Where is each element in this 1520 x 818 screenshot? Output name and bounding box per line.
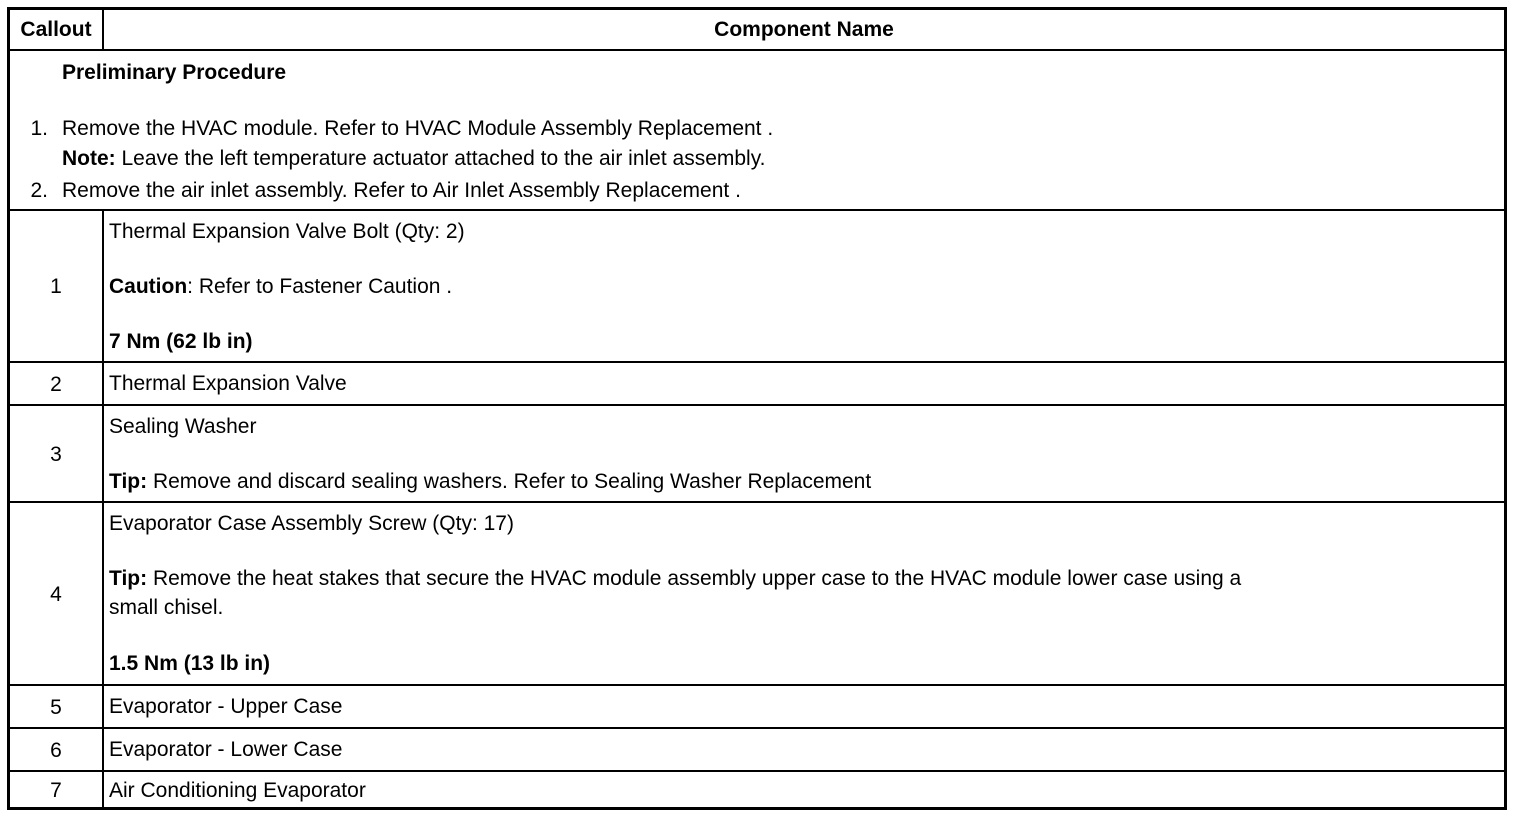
component-table — [7, 7, 1507, 810]
step-text: Remove the HVAC module. Refer to HVAC Module Assembly Replacement . — [62, 117, 774, 140]
preliminary-title: Preliminary Procedure — [62, 61, 287, 84]
caution-text: Refer to Fastener Caution . — [193, 275, 453, 298]
caution-line — [109, 275, 452, 299]
table-row — [10, 361, 1504, 406]
header-callout: Callout — [20, 17, 92, 41]
table-header-row — [10, 10, 1504, 49]
table-row — [10, 770, 1504, 809]
tip-label: Tip: — [109, 470, 148, 493]
tip-label: Tip: — [109, 567, 148, 590]
component-name: Evaporator - Lower Case — [109, 738, 343, 761]
table-row — [10, 684, 1504, 729]
component-name: Evaporator Case Assembly Screw (Qty: 17) — [109, 512, 514, 535]
preliminary-procedure-row — [10, 49, 1504, 211]
note-label: Note: — [62, 147, 116, 170]
component-name: Evaporator - Upper Case — [109, 695, 343, 718]
table-row — [10, 404, 1504, 503]
caution-label: Caution — [109, 275, 188, 298]
tip-text-continued: small chisel. — [109, 596, 224, 619]
tip-line — [109, 470, 871, 494]
component-name: Air Conditioning Evaporator — [109, 779, 366, 802]
callout-number: 3 — [50, 442, 62, 466]
callout-number: 4 — [50, 582, 62, 606]
callout-number: 5 — [50, 695, 62, 719]
component-cell — [102, 772, 1504, 809]
step-note — [62, 147, 765, 171]
component-cell — [102, 406, 1504, 503]
callout-number: 7 — [50, 778, 62, 802]
caution-colon: : — [187, 275, 193, 298]
callout-number: 6 — [50, 738, 62, 762]
component-cell — [102, 686, 1504, 729]
step-number: 1. — [30, 117, 48, 140]
tip-line — [109, 567, 1241, 591]
table-row — [10, 209, 1504, 363]
component-name: Thermal Expansion Valve Bolt (Qty: 2) — [109, 220, 465, 243]
component-name: Thermal Expansion Valve — [109, 372, 347, 395]
note-text: Leave the left temperature actuator attached to the air inlet assembly. — [115, 147, 766, 170]
component-cell — [102, 503, 1504, 686]
component-cell — [102, 363, 1504, 406]
tip-text: Remove the heat stakes that secure the HVAC module assembly upper case to the HVAC module lower case using a — [147, 567, 1242, 590]
torque-spec: 7 Nm (62 lb in) — [109, 330, 253, 353]
step-number: 2. — [30, 179, 48, 202]
torque-spec: 1.5 Nm (13 lb in) — [109, 652, 271, 675]
tip-text: Remove and discard sealing washers. Refer to Sealing Washer Replacement — [147, 470, 872, 493]
component-name: Sealing Washer — [109, 415, 257, 438]
step-text: Remove the air inlet assembly. Refer to Air Inlet Assembly Replacement . — [62, 179, 741, 202]
header-component-name: Component Name — [102, 10, 1504, 49]
table-row — [10, 501, 1504, 686]
component-cell — [102, 211, 1504, 363]
callout-number: 1 — [50, 275, 62, 298]
callout-number: 2 — [50, 372, 62, 396]
component-cell — [102, 729, 1504, 772]
table-row — [10, 727, 1504, 772]
